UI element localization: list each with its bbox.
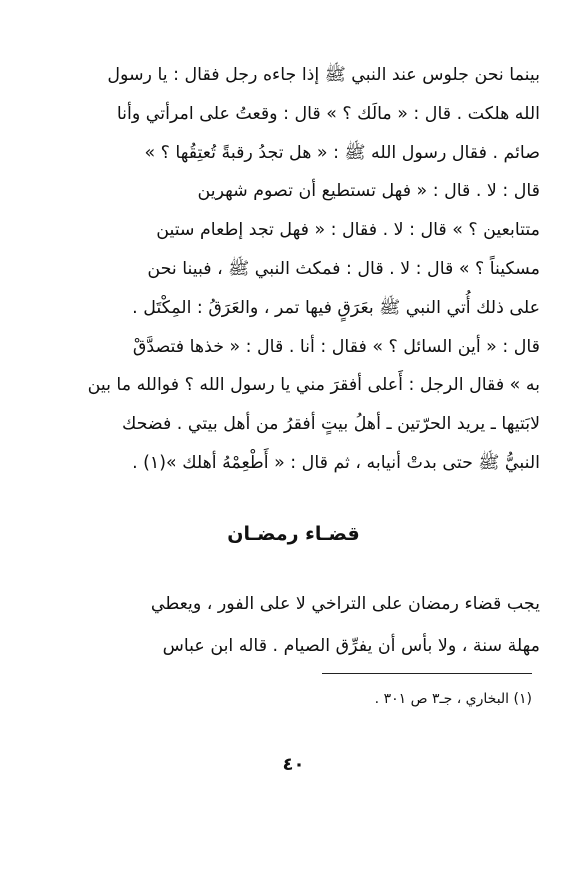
section-heading: قضـاء رمضـان xyxy=(227,523,360,545)
text-line: متتابعين ؟ » قال : لا . فقال : « فهل تجد إطعام ستين xyxy=(156,220,540,241)
text-line: بينما نحن جلوس عند النبي ﷺ إذا جاءه رجل فقال : يا رسول xyxy=(107,65,540,85)
page-number: ٤٠ xyxy=(282,754,305,775)
text-line: الله هلكت . قال : « مالَك ؟ » قال : وقعتُ على امرأتي وأنا xyxy=(116,103,540,124)
text-line: قال : « أين السائل ؟ » فقال : أنا . قال : « خذها فتصدَّقْ xyxy=(132,336,540,357)
hadith-paragraph xyxy=(48,56,540,483)
section-paragraph xyxy=(48,583,540,667)
text-line: لابَتيها ـ يريد الحرّتين ـ أهلُ بيتٍ أفقرُ من أهل بيتي . فضحك xyxy=(121,414,540,435)
text-line: مسكيناً ؟ » قال : لا . قال : فمكث النبي ﷺ ، فبينا نحن xyxy=(147,258,540,279)
footnote: (١) البخاري ، جـ٣ ص ٣٠١ . xyxy=(374,691,532,707)
footnote-divider xyxy=(322,673,532,674)
text-line: به » فقال الرجل : أَعلى أفقرَ مني يا رسول الله ؟ فوالله ما بين xyxy=(87,375,540,396)
text-line: النبيُّ ﷺ حتى بدتْ أنيابه ، ثم قال : « أَطْعِمْهُ أهلك »(١) . xyxy=(132,452,540,473)
text-line: قال : لا . قال : « فهل تستطيع أن تصوم شهرين xyxy=(197,181,540,202)
text-line: صائم . فقال رسول الله ﷺ : « هل تجدُ رقبةً تُعتِقُها ؟ » xyxy=(144,142,540,163)
text-line: مهلة سنة ، ولا بأس أن يفرِّق الصيام . قاله ابن عباس xyxy=(162,636,540,656)
text-line: يجب قضاء رمضان على التراخي لا على الفور ، ويعطي xyxy=(150,594,540,614)
text-line: على ذلك أُتي النبي ﷺ بعَرَقٍ فيها تمر ، والعَرَقُ : المِكْتَل . xyxy=(132,297,540,318)
